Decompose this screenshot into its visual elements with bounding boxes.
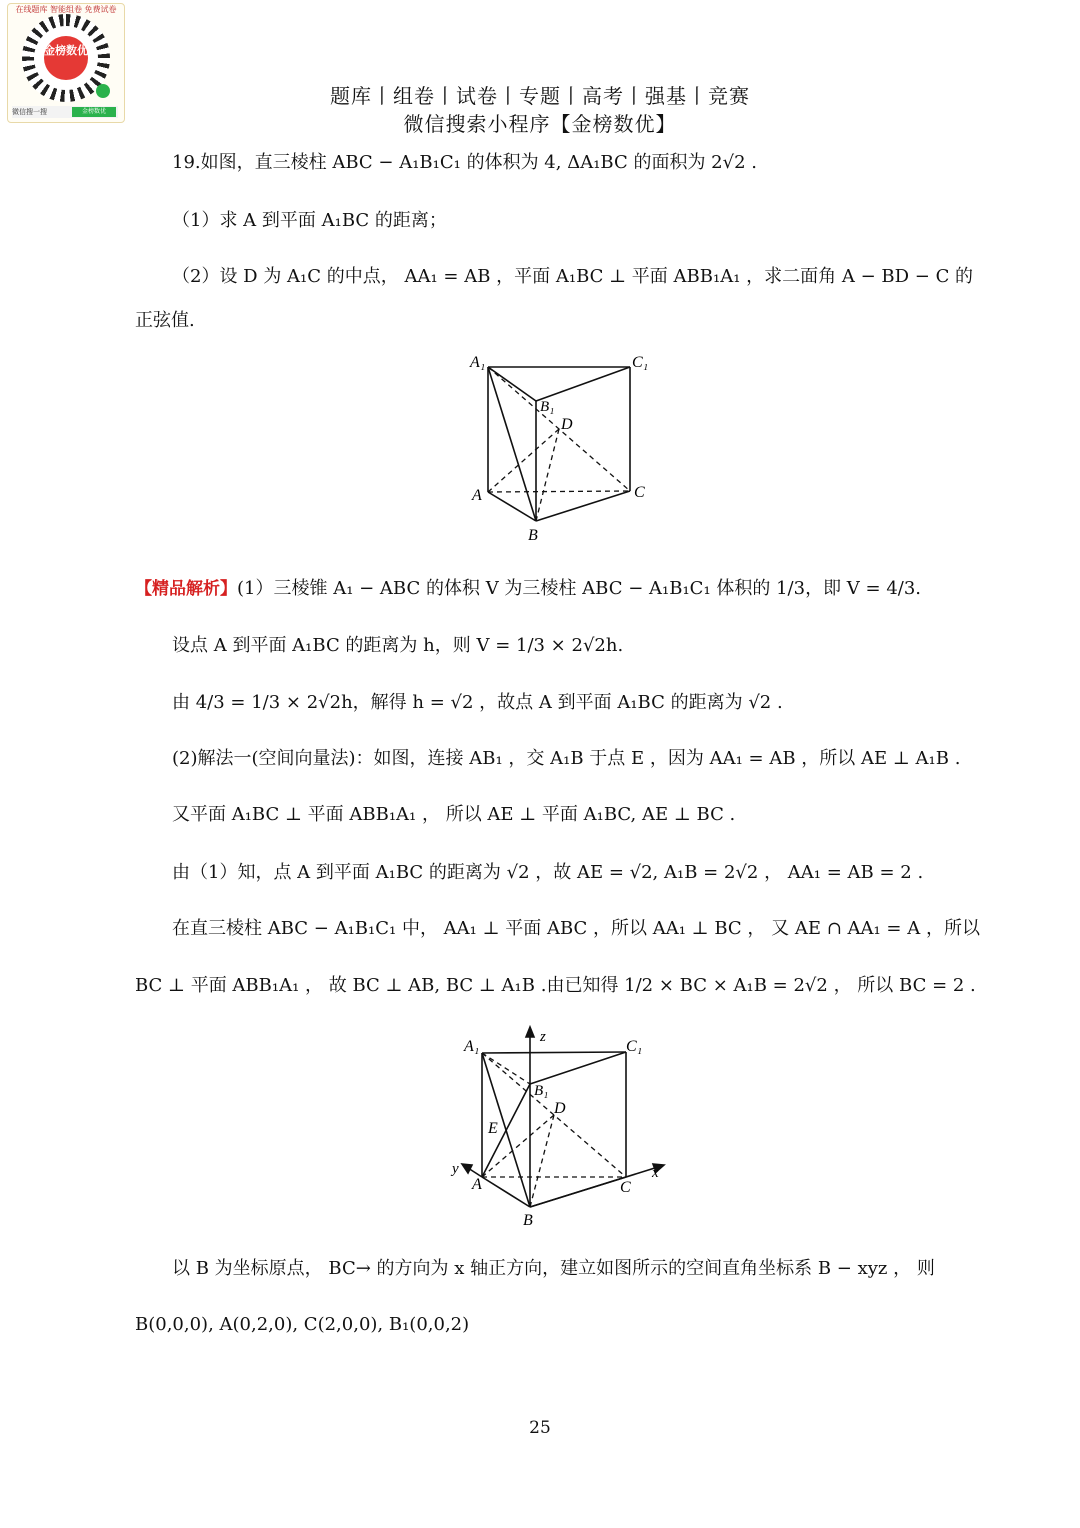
label-d: D [554,1100,566,1117]
problem-part2-line1: （2）设 D 为 A₁C 的中点， AA₁ = AB ，平面 A₁BC ⊥ 平面 ABB₁A₁ ，求二面角 A − BD − C 的 [172,266,974,287]
solution-line-10: B(0,0,0), A(0,2,0), C(2,0,0), B₁(0,0,2) [135,1314,470,1335]
edge-b1c1 [530,1052,626,1084]
qr-arc-text: 在线题库 智能组卷 免费试卷 [15,5,117,14]
edge-a1b1 [488,367,536,401]
solution-line-2: 设点 A 到平面 A₁BC 的距离为 h，则 V = 1/3 × 2√2h. [172,635,624,656]
page-number: 25 [529,1418,551,1438]
solution-line-5: 又平面 A₁BC ⊥ 平面 ABB₁A₁ ， 所以 AE ⊥ 平面 A₁BC, AE ⊥ BC . [172,804,736,825]
edge-bd-hidden [530,1115,554,1207]
label-x: x [652,1165,659,1181]
solution-line-4: (2)解法一(空间向量法)：如图，连接 AB₁ ，交 A₁B 于点 E ，因为 AA₁ = AB ，所以 AE ⊥ A₁B . [172,748,961,769]
label-z: z [540,1029,546,1045]
solution-tag: 【精品解析】 [135,579,237,599]
problem-part2-line2: 正弦值. [135,310,195,331]
edge-bd-hidden [536,429,559,521]
wechat-search-label: 微信搜一搜 [12,108,47,116]
qr-center-logo: 金榜数优 [44,36,88,80]
solution-part1-text: (1）三棱锥 A₁ − ABC 的体积 V 为三棱柱 ABC − A₁B₁C₁ 体积的 1/3，即 V = 4/3. [237,578,922,599]
edge-a1c1 [482,1052,626,1053]
axis-x [530,1167,658,1207]
edge-a1b [488,367,536,521]
label-e: E [488,1120,498,1137]
solution-line-7: 在直三棱柱 ABC − A₁B₁C₁ 中， AA₁ ⊥ 平面 ABC ，所以 AA₁ ⊥ BC ， 又 AE ∩ AA₁ = A ，所以 [172,918,980,939]
solution-line-3: 由 4/3 = 1/3 × 2√2h，解得 h = √2 ，故点 A 到平面 A₁BC 的距离为 √2 . [172,692,783,713]
label-b1: B₁ [540,399,555,415]
label-a: A [472,487,482,504]
label-b: B [523,1212,533,1229]
qr-brand-label: 金榜数优 [72,107,116,117]
label-a1: A₁ [464,1038,480,1055]
label-b1: B₁ [534,1083,549,1099]
edge-b1c1 [536,367,630,401]
edge-ac-hidden [488,491,630,492]
edge-bc [536,491,630,521]
label-y: y [452,1161,459,1177]
label-c1: C₁ [626,1038,643,1055]
label-b: B [528,527,538,544]
label-c1: C₁ [632,354,649,371]
axis-z-arrow [526,1027,534,1037]
prism-figure-2-coordinates [446,1025,676,1230]
header-subtitle: 微信搜索小程序【金榜数优】 [403,112,677,136]
label-c: C [620,1179,631,1196]
label-d: D [561,416,573,433]
axis-y-arrow [462,1164,472,1173]
solution-line-1 [135,576,921,602]
solution-line-8: BC ⊥ 平面 ABB₁A₁ ， 故 BC ⊥ AB, BC ⊥ A₁B .由已知得 1/2 × BC × A₁B = 2√2 ， 所以 BC = 2 . [135,975,976,996]
label-a1: A₁ [470,354,486,371]
header-nav: 题库丨组卷丨试卷丨专题丨高考丨强基丨竞赛 [330,84,750,108]
solution-line-9: 以 B 为坐标原点， BC→ 的方向为 x 轴正方向，建立如图所示的空间直角坐标系 B − xyz ， 则 [172,1258,935,1279]
label-a: A [472,1176,482,1193]
prism-figure-1 [460,345,660,545]
problem-stem: 19.如图，直三棱柱 ABC − A₁B₁C₁ 的体积为 4, ΔA₁BC 的面积为 2√2 . [172,152,757,173]
problem-part1: （1）求 A 到平面 A₁BC 的距离； [172,210,447,231]
edge-a1b1-hidden [482,1053,530,1084]
label-c: C [634,484,645,501]
solution-line-6: 由（1）知，点 A 到平面 A₁BC 的距离为 √2 ，故 AE = √2, A₁B = 2√2 ， AA₁ = AB = 2 . [172,862,924,883]
